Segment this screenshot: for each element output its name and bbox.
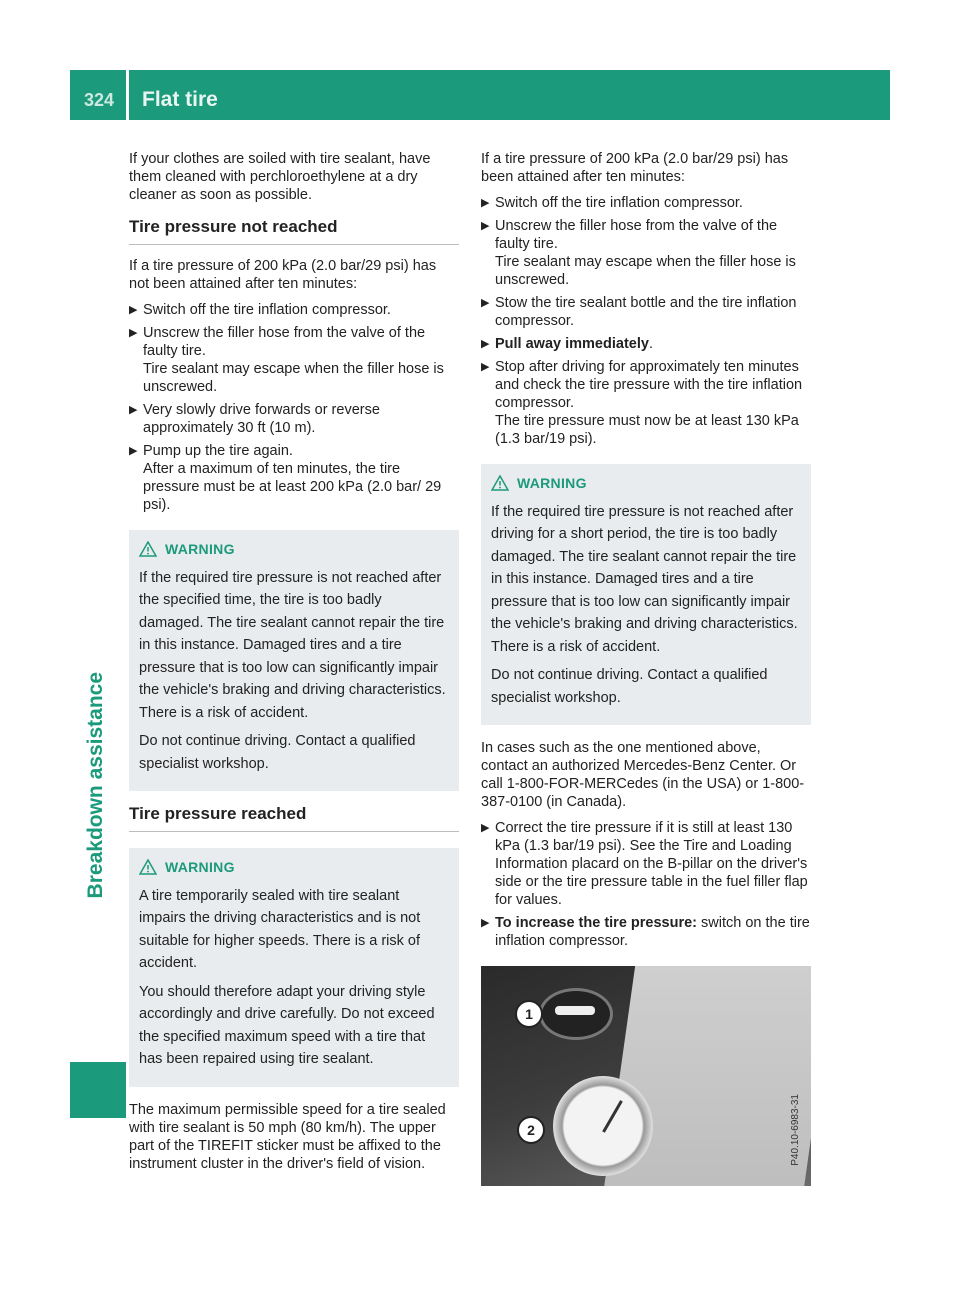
callout-1: 1 xyxy=(515,1000,543,1028)
header-divider xyxy=(126,70,129,120)
side-tab-marker xyxy=(70,1062,126,1118)
list-item: ▶ To increase the tire pressure: switch on the tire inflation compressor. xyxy=(481,915,810,949)
list-item: ▶ Switch off the tire inflation compressor. xyxy=(129,302,391,318)
arrow-icon: ▶ xyxy=(481,297,490,309)
lead-paragraph: If a tire pressure of 200 kPa (2.0 bar/29 psi) has been attained after ten minutes: xyxy=(481,151,789,185)
list-item: ▶ Stow the tire sealant bottle and the tire inflation compressor. xyxy=(481,295,797,329)
arrow-icon: ▶ xyxy=(129,304,138,316)
arrow-icon: ▶ xyxy=(481,917,490,929)
arrow-icon: ▶ xyxy=(481,361,490,373)
warning-text: If the required tire pressure is not reached after driving for a short period, the tire is too badly damaged. The tire sealant cannot repair the tire in this instance. Damaged tires and a tire pressure that is too low can significantly impair the vehicle's braking and driving characteristics. There is a risk of accident. xyxy=(491,503,798,655)
warning-box xyxy=(481,464,811,725)
page-number: 324 xyxy=(84,90,115,110)
section-heading-not-reached: Tire pressure not reached xyxy=(129,218,459,245)
section-heading-reached: Tire pressure reached xyxy=(129,805,459,832)
warning-box xyxy=(129,848,459,1087)
warning-text: You should therefore adapt your driving style accordingly and drive carefully. Do not exceed the specified maximum speed with a tire that has been repaired using tire sealant. xyxy=(139,983,435,1067)
warning-text: Do not continue driving. Contact a qualified specialist workshop. xyxy=(139,733,416,772)
arrow-icon: ▶ xyxy=(129,404,138,416)
page-header xyxy=(70,70,890,120)
list-item: ▶ Switch off the tire inflation compressor. xyxy=(481,195,743,211)
compressor-photo xyxy=(481,966,811,1186)
step-list xyxy=(481,819,811,950)
warning-label: WARNING xyxy=(517,475,587,491)
callout-2: 2 xyxy=(517,1116,545,1144)
warning-text: Do not continue driving. Contact a qualified specialist workshop. xyxy=(491,667,768,706)
warning-triangle-icon xyxy=(139,541,157,557)
lead-paragraph: If a tire pressure of 200 kPa (2.0 bar/29 psi) has not been attained after ten minutes: xyxy=(129,258,437,292)
arrow-icon: ▶ xyxy=(129,327,138,339)
pressure-gauge xyxy=(553,1076,653,1176)
intro-paragraph: If your clothes are soiled with tire sealant, have them cleaned with perchloroethylene at a dry cleaner as soon as possible. xyxy=(129,151,431,203)
warning-text: If the required tire pressure is not reached after the specified time, the tire is too badly damaged. The tire sealant cannot repair the tire in this instance. Damaged tires and a tire pressure that is too low can significantly impair the vehicle's braking and driving characteristics. There is a risk of accident. xyxy=(139,569,446,721)
step-list xyxy=(129,301,459,514)
step-note: Tire sealant may escape when the filler hose is unscrewed. xyxy=(143,361,444,395)
switch-marking xyxy=(555,1006,595,1015)
warning-box xyxy=(129,530,459,791)
list-item: ▶ Very slowly drive forwards or reverse approximately 30 ft (10 m). xyxy=(129,402,380,436)
step-note: The tire pressure must now be at least 130 kPa (1.3 bar/19 psi). xyxy=(495,413,799,447)
side-tab-label: Breakdown assistance xyxy=(84,672,107,899)
warning-triangle-icon xyxy=(491,475,509,491)
warning-text: A tire temporarily sealed with tire sealant impairs the driving characteristics and is not suitable for higher speeds. There is a risk of accident. xyxy=(139,887,421,971)
arrow-icon: ▶ xyxy=(481,822,490,834)
list-item: ▶ Unscrew the filler hose from the valve of the faulty tire. Tire sealant may escape when the filler hose is unscrewed. xyxy=(129,325,444,395)
arrow-icon: ▶ xyxy=(481,338,490,350)
arrow-icon: ▶ xyxy=(481,197,490,209)
warning-label: WARNING xyxy=(165,859,235,875)
arrow-icon: ▶ xyxy=(129,445,138,457)
list-item: ▶ Pull away immediately. xyxy=(481,336,653,352)
step-note: Tire sealant may escape when the filler hose is unscrewed. xyxy=(495,254,796,288)
body-paragraph: In cases such as the one mentioned above, contact an authorized Mercedes-Benz Center. Or call 1-800-FOR-MERCedes (in the USA) or 1-800-387-0100 (in Canada). xyxy=(481,740,805,810)
step-list xyxy=(481,194,811,448)
body-paragraph: The maximum permissible speed for a tire sealed with tire sealant is 50 mph (80 km/h). The upper part of the TIREFIT sticker must be affixed to the instrument cluster in the driver's field of vision. xyxy=(129,1101,446,1172)
figure-code: P40.10-6983-31 xyxy=(790,1094,801,1166)
warning-label: WARNING xyxy=(165,541,235,557)
list-item: ▶ Unscrew the filler hose from the valve of the faulty tire. Tire sealant may escape when the filler hose is unscrewed. xyxy=(481,218,796,288)
page-title: Flat tire xyxy=(142,88,218,111)
left-column xyxy=(129,150,459,1181)
list-item: ▶ Correct the tire pressure if it is still at least 130 kPa (1.3 bar/19 psi). See the Tire and Loading Information placard on the B-pillar on the driver's side or the tire pressure table in the fuel filler flap for values. xyxy=(481,820,808,908)
step-note: After a maximum of ten minutes, the tire pressure must be at least 200 kPa (2.0 bar/ 29 psi). xyxy=(143,461,442,513)
list-item: ▶ Pump up the tire again. After a maximum of ten minutes, the tire pressure must be at least 200 kPa (2.0 bar/ 29 psi). xyxy=(129,443,442,513)
arrow-icon: ▶ xyxy=(481,220,490,232)
list-item: ▶ Stop after driving for approximately ten minutes and check the tire pressure with the tire inflation compressor. The tire pressure must now be at least 130 kPa (1.3 bar/19 psi). xyxy=(481,359,803,447)
warning-triangle-icon xyxy=(139,859,157,875)
right-column xyxy=(481,150,811,1186)
